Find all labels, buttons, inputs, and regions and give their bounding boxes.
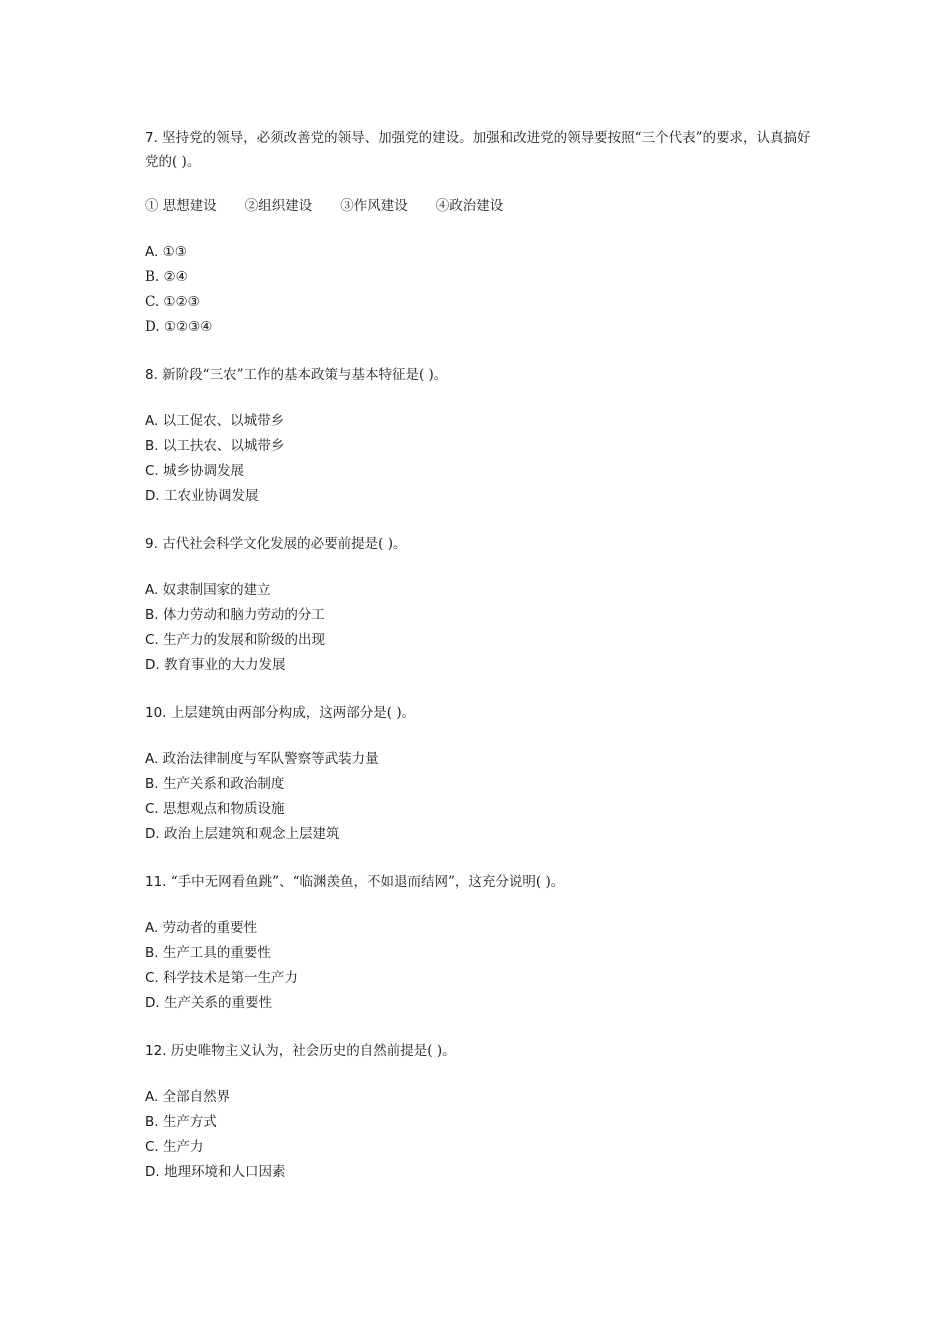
answer-option-b[interactable] — [145, 265, 815, 290]
question-8 — [145, 363, 815, 509]
question-number: 11. — [145, 874, 167, 890]
question-number: 7. — [145, 130, 158, 146]
answer-option-a[interactable] — [145, 747, 815, 772]
answer-option-d[interactable] — [145, 484, 815, 509]
question-11 — [145, 870, 815, 1016]
answer-option-d[interactable] — [145, 991, 815, 1016]
option-text: 生产关系的重要性 — [159, 995, 272, 1011]
question-stem — [145, 1039, 815, 1063]
answer-option-d[interactable] — [145, 822, 815, 847]
option-text: 生产方式 — [158, 1114, 217, 1130]
option-text: 科学技术是第一生产力 — [158, 970, 299, 986]
answer-option-d[interactable] — [145, 315, 815, 340]
option-text: 生产工具的重要性 — [158, 945, 271, 961]
option-text: 工农业协调发展 — [159, 488, 259, 504]
question-text: 坚持党的领导，必须改善党的领导、加强党的建设。加强和改进党的领导要按照“三个代表”的要求，认真搞好党的( )。 — [145, 130, 811, 170]
option-letter: A. — [145, 1089, 159, 1105]
question-10 — [145, 701, 815, 847]
statement-item: ④政治建设 — [435, 198, 504, 214]
question-9 — [145, 532, 815, 678]
option-letter: C. — [145, 801, 159, 817]
question-stem — [145, 126, 815, 174]
option-letter: A. — [145, 751, 159, 767]
option-text: 思想观点和物质设施 — [158, 801, 285, 817]
question-text: 古代社会科学文化发展的必要前提是( )。 — [157, 536, 407, 552]
option-letter: D. — [145, 995, 160, 1011]
option-text: 生产力的发展和阶级的出现 — [158, 632, 326, 648]
option-letter: D. — [145, 657, 160, 673]
answer-option-b[interactable] — [145, 772, 815, 797]
answer-options — [145, 240, 815, 340]
question-text: 新阶段“三农”工作的基本政策与基本特征是( )。 — [157, 367, 448, 383]
answer-options — [145, 747, 815, 847]
option-text: ①②③④ — [159, 319, 213, 335]
option-text: 政治上层建筑和观念上层建筑 — [159, 826, 340, 842]
option-text: 生产关系和政治制度 — [158, 776, 285, 792]
option-letter: A. — [145, 920, 159, 936]
option-text: 地理环境和人口因素 — [159, 1164, 286, 1180]
statement-item: ① 思想建设 — [145, 198, 217, 214]
answer-option-b[interactable] — [145, 1110, 815, 1135]
answer-option-c[interactable] — [145, 797, 815, 822]
question-stem — [145, 363, 815, 387]
statement-items — [145, 194, 815, 218]
option-letter: D. — [145, 319, 160, 335]
option-text: 奴隶制国家的建立 — [158, 582, 271, 598]
answer-option-c[interactable] — [145, 628, 815, 653]
question-7 — [145, 126, 815, 340]
option-text: 教育事业的大力发展 — [159, 657, 286, 673]
option-letter: B. — [145, 607, 159, 623]
answer-option-b[interactable] — [145, 603, 815, 628]
answer-option-b[interactable] — [145, 941, 815, 966]
option-letter: C. — [145, 294, 160, 310]
answer-option-d[interactable] — [145, 1160, 815, 1185]
question-stem — [145, 870, 815, 894]
answer-options — [145, 409, 815, 509]
option-letter: A. — [145, 582, 159, 598]
answer-option-a[interactable] — [145, 409, 815, 434]
question-12 — [145, 1039, 815, 1185]
option-letter: B. — [145, 776, 159, 792]
answer-option-b[interactable] — [145, 434, 815, 459]
option-letter: C. — [145, 463, 159, 479]
option-letter: D. — [145, 488, 160, 504]
statement-item: ③作风建设 — [340, 198, 408, 214]
question-text: 历史唯物主义认为，社会历史的自然前提是( )。 — [166, 1043, 456, 1059]
question-stem — [145, 701, 815, 725]
option-letter: C. — [145, 1139, 159, 1155]
option-text: 体力劳动和脑力劳动的分工 — [158, 607, 325, 623]
option-letter: B. — [145, 945, 159, 961]
option-letter: A. — [145, 413, 159, 429]
question-stem — [145, 532, 815, 556]
answer-option-a[interactable] — [145, 240, 815, 265]
question-text: “手中无网看鱼跳”、“临渊羡鱼，不如退而结网”，这充分说明( )。 — [166, 874, 565, 890]
question-number: 9. — [145, 536, 158, 552]
option-letter: A. — [145, 244, 159, 260]
document-page — [145, 126, 815, 1185]
answer-option-a[interactable] — [145, 916, 815, 941]
answer-option-c[interactable] — [145, 459, 815, 484]
question-number: 10. — [145, 705, 167, 721]
option-letter: B. — [145, 1114, 159, 1130]
option-letter: B. — [145, 269, 160, 285]
option-text: 劳动者的重要性 — [158, 920, 258, 936]
option-text: 全部自然界 — [158, 1089, 231, 1105]
question-text: 上层建筑由两部分构成，这两部分是( )。 — [166, 705, 416, 721]
answer-options — [145, 916, 815, 1016]
option-text: ①②③ — [159, 294, 200, 310]
answer-option-a[interactable] — [145, 578, 815, 603]
answer-option-d[interactable] — [145, 653, 815, 678]
option-text: 以工促农、以城带乡 — [158, 413, 285, 429]
option-text: 政治法律制度与军队警察等武装力量 — [158, 751, 379, 767]
answer-option-a[interactable] — [145, 1085, 815, 1110]
option-letter: D. — [145, 1164, 160, 1180]
option-letter: C. — [145, 632, 159, 648]
option-text: ②④ — [159, 269, 188, 285]
answer-option-c[interactable] — [145, 1135, 815, 1160]
answer-option-c[interactable] — [145, 966, 815, 991]
statement-item: ②组织建设 — [244, 198, 313, 214]
option-letter: D. — [145, 826, 160, 842]
option-text: 生产力 — [158, 1139, 204, 1155]
question-number: 8. — [145, 367, 158, 383]
answer-options — [145, 578, 815, 678]
answer-option-c[interactable] — [145, 290, 815, 315]
option-text: 以工扶农、以城带乡 — [158, 438, 285, 454]
answer-options — [145, 1085, 815, 1185]
question-number: 12. — [145, 1043, 167, 1059]
option-text: 城乡协调发展 — [158, 463, 245, 479]
option-text: ①③ — [158, 244, 187, 260]
option-letter: B. — [145, 438, 159, 454]
option-letter: C. — [145, 970, 159, 986]
